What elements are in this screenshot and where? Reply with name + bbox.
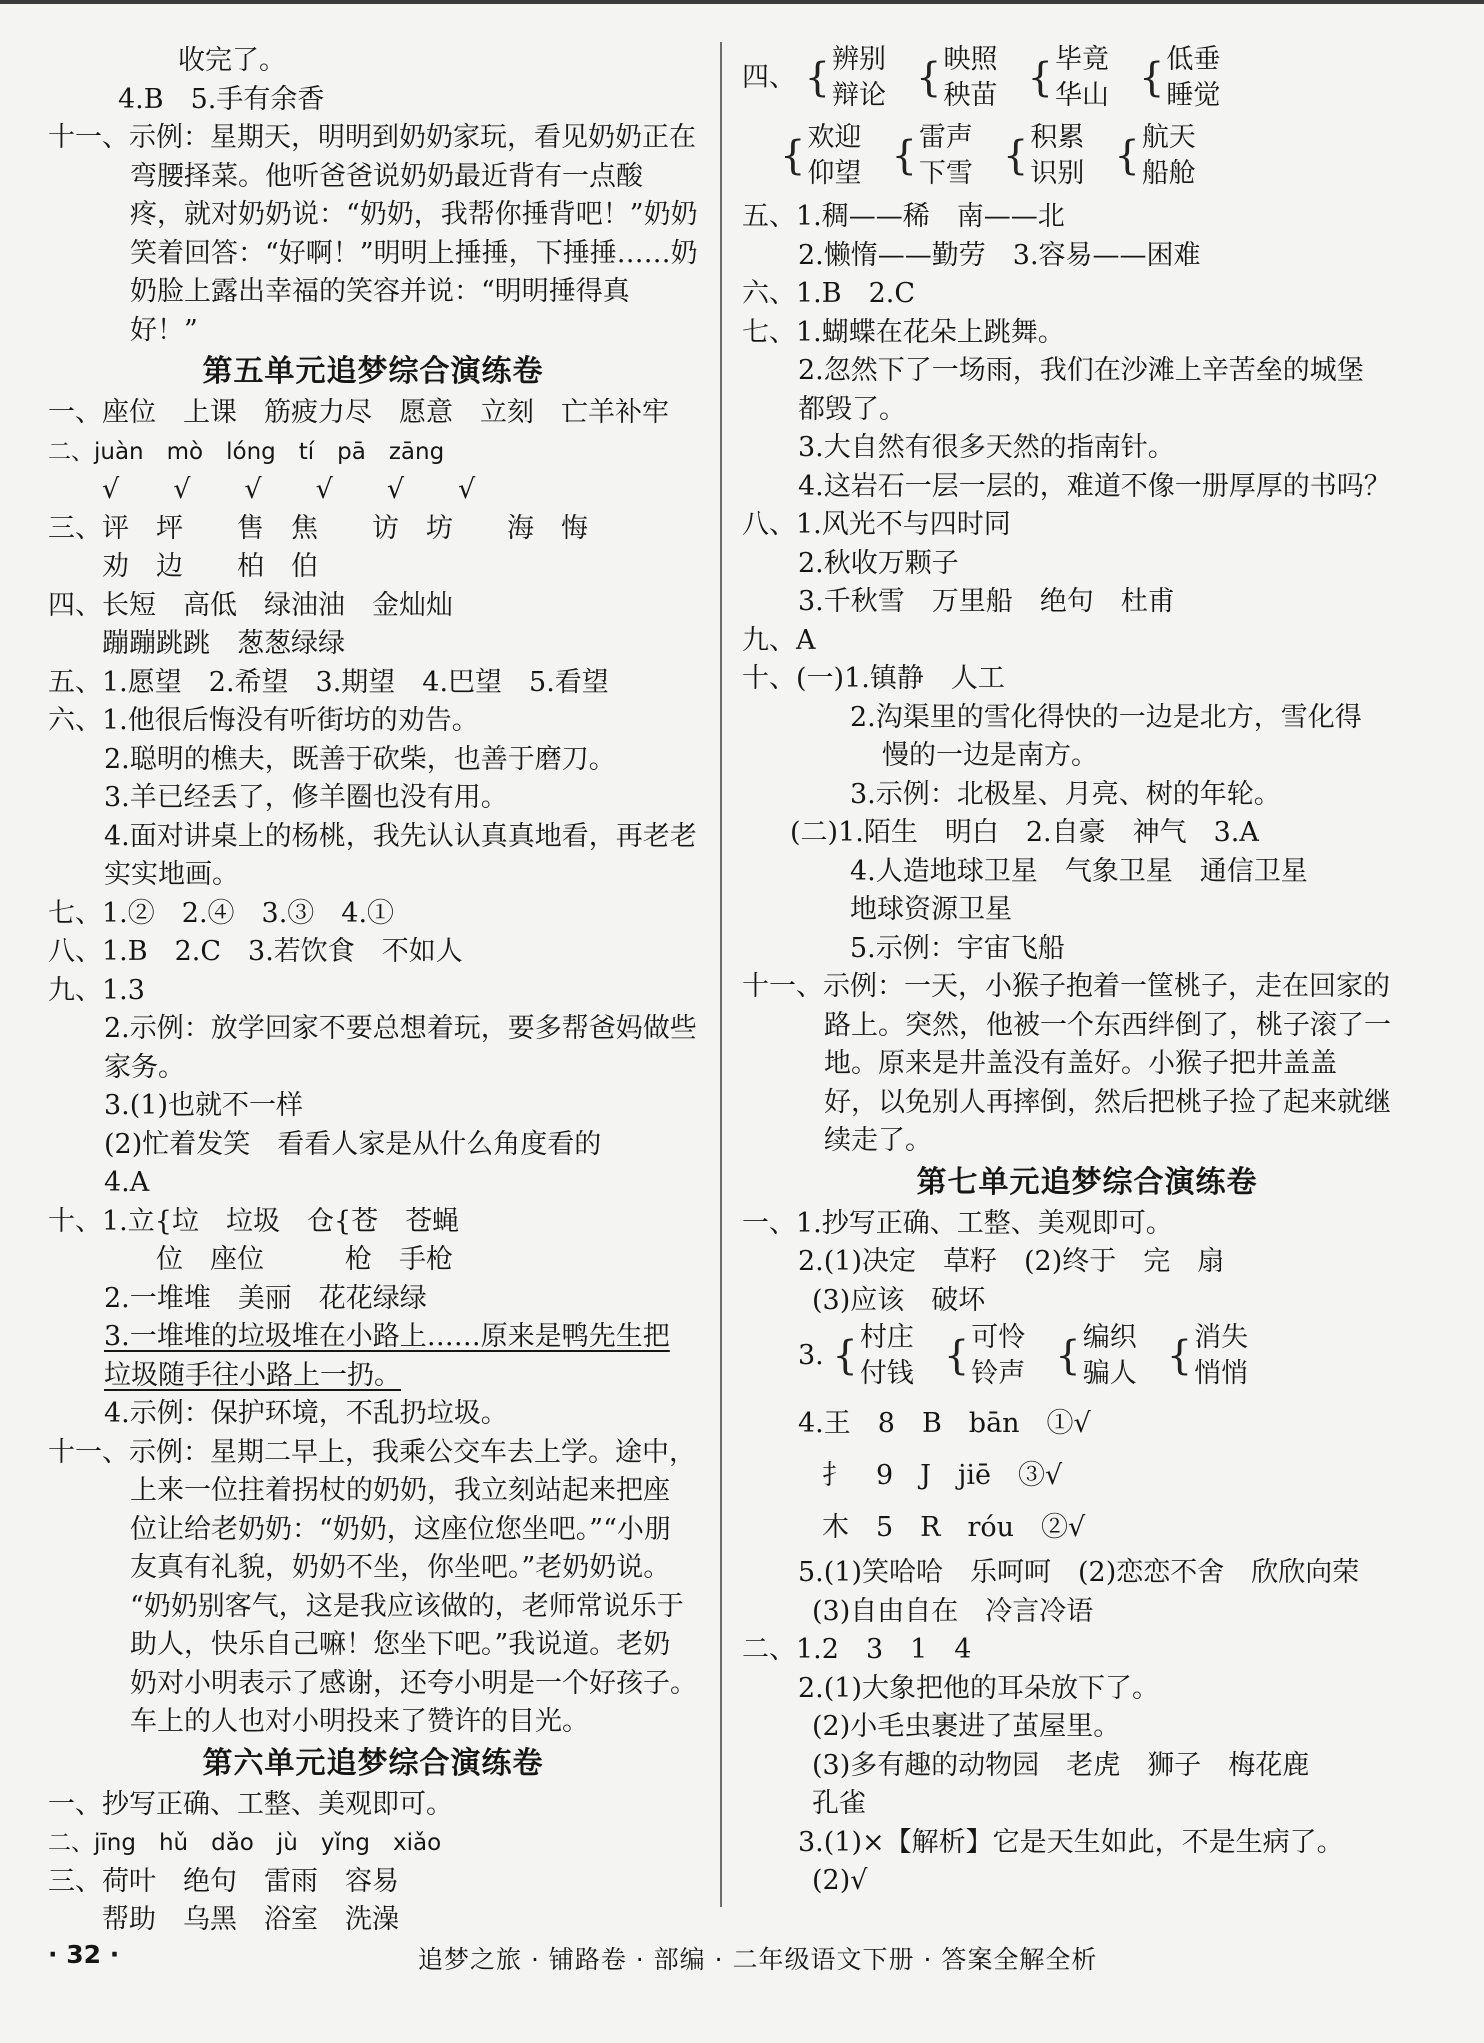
answer-line: 车上的人也对小明投来了赞许的目光。 bbox=[130, 1706, 589, 1737]
answer-line: 劝 边 柏 伯 bbox=[48, 551, 318, 582]
brace-icon: { bbox=[832, 1333, 858, 1379]
answer-line: 地球资源卫星 bbox=[850, 894, 1012, 925]
answer-line: 4.王 8 B bān ①√ bbox=[798, 1408, 1091, 1439]
answer-line: 3.(1)也就不一样 bbox=[104, 1090, 304, 1121]
answer-line: 十一、示例：星期天，明明到奶奶家玩，看见奶奶正在 bbox=[48, 122, 696, 153]
word: 积累 bbox=[1030, 122, 1085, 153]
answer-line: 友真有礼貌，奶奶不坐，你坐吧。”老奶奶说。 bbox=[130, 1552, 671, 1583]
word: 雷声 bbox=[918, 122, 973, 153]
answer-line: 实实地画。 bbox=[104, 859, 239, 890]
column-divider bbox=[720, 42, 722, 1907]
section-title-unit6: 第六单元追梦综合演练卷 bbox=[202, 1745, 544, 1781]
answer-line: 六、1.B 2.C bbox=[742, 278, 916, 309]
answer-line: 十一、示例：星期二早上，我乘公交车去上学。途中， bbox=[48, 1436, 696, 1468]
answer-line: 三、评 坪 售 焦 访 坊 海 悔 bbox=[48, 512, 588, 544]
word: 骗人 bbox=[1082, 1358, 1137, 1389]
answer-line: 4.示例：保护环境，不乱扔垃圾。 bbox=[104, 1398, 508, 1429]
answer-line: 4.人造地球卫星 气象卫星 通信卫星 bbox=[850, 855, 1308, 887]
answer-line: “奶奶别客气，这是我应该做的，老师常说乐于 bbox=[130, 1590, 684, 1622]
word: 映照 bbox=[943, 44, 998, 75]
brace-icon: { bbox=[1055, 1333, 1081, 1379]
word: 辩论 bbox=[832, 80, 887, 111]
word-pair bbox=[919, 120, 973, 192]
word: 铃声 bbox=[971, 1358, 1026, 1389]
answer-line: 一、抄写正确、工整、美观即可。 bbox=[48, 1788, 453, 1820]
word-pair bbox=[1083, 1320, 1137, 1392]
word: 毕竟 bbox=[1054, 44, 1109, 75]
brace-icon: { bbox=[943, 1333, 970, 1379]
answer-line: 4.B 5.手有余香 bbox=[118, 83, 325, 115]
answer-line: 3.羊已经丢了，修羊圈也没有用。 bbox=[104, 782, 508, 813]
word: 低垂 bbox=[1166, 44, 1221, 75]
answer-line: 五、1.愿望 2.希望 3.期望 4.巴望 5.看望 bbox=[48, 666, 609, 698]
answer-line: 3.千秋雪 万里船 绝句 杜甫 bbox=[798, 586, 1175, 617]
answer-line: 2.聪明的樵夫，既善于砍柴，也善于磨刀。 bbox=[104, 743, 616, 775]
answer-line: (2)忙着发笑 看看人家是从什么角度看的 bbox=[104, 1128, 602, 1160]
word: 仰望 bbox=[807, 158, 862, 189]
word: 识别 bbox=[1030, 158, 1085, 189]
word-group-row bbox=[742, 1320, 1432, 1398]
answer-line: 木 5 R róu ②√ bbox=[822, 1512, 1086, 1543]
answer-line: 3.大自然有很多天然的指南针。 bbox=[798, 432, 1175, 463]
answer-line: 一、1.抄写正确、工整、美观即可。 bbox=[742, 1207, 1173, 1239]
brace-icon: { bbox=[780, 133, 806, 179]
answer-line: 都毁了。 bbox=[798, 393, 906, 425]
answer-line: 3.示例：北极星、月亮、树的年轮。 bbox=[850, 778, 1281, 810]
pinyin-line: 二、juàn mò lóng tí pā zāng bbox=[48, 438, 445, 465]
question-number: 四、 bbox=[742, 62, 796, 93]
answer-line: 收完了。 bbox=[178, 45, 286, 76]
answer-line: 5.(1)笑哈哈 乐呵呵 (2)恋恋不舍 欣欣向荣 bbox=[798, 1557, 1360, 1588]
answer-line: 2.示例：放学回家不要总想着玩，要多帮爸妈做些 bbox=[104, 1013, 697, 1044]
word-groups bbox=[780, 120, 1226, 189]
underlined-answer-line: 垃圾随手往小路上一扔。 bbox=[104, 1359, 401, 1391]
answer-line: 七、1.蝴蝶在花朵上跳舞。 bbox=[742, 316, 1065, 348]
word-pair bbox=[944, 42, 998, 114]
top-border bbox=[0, 0, 1484, 4]
brace-icon: { bbox=[1027, 55, 1053, 101]
answer-line: 慢的一边是南方。 bbox=[882, 740, 1098, 771]
answer-line: 续走了。 bbox=[824, 1125, 932, 1156]
answer-line: 十、(一)1.镇静 人工 bbox=[742, 663, 1005, 694]
answer-line: 位让给老奶奶：“奶奶，这座位您坐吧。”“小朋 bbox=[130, 1513, 671, 1545]
answer-line: 二、1.2 3 1 4 bbox=[742, 1634, 972, 1665]
word: 华山 bbox=[1054, 80, 1109, 111]
brace-icon: { bbox=[916, 55, 942, 101]
answer-line: 一、座位 上课 筋疲力尽 愿意 立刻 亡羊补牢 bbox=[48, 397, 669, 428]
answer-line: 2.(1)决定 草籽 (2)终于 完 扇 bbox=[798, 1246, 1225, 1277]
answer-line: 2.忽然下了一场雨，我们在沙滩上辛苦垒的城堡 bbox=[798, 355, 1364, 386]
word-groups bbox=[804, 42, 1251, 111]
answer-line: 十、1.立{垃 垃圾 仓{苍 苍蝇 bbox=[48, 1205, 460, 1237]
word: 秧苗 bbox=[943, 80, 998, 111]
word: 编织 bbox=[1082, 1322, 1137, 1353]
answer-line: 疼，就对奶奶说：“奶奶，我帮你捶背吧！”奶奶 bbox=[130, 199, 698, 230]
word-pair bbox=[860, 1320, 914, 1392]
underlined-answer-line: 3.一堆堆的垃圾堆在小路上……原来是鸭先生把 bbox=[104, 1321, 670, 1352]
answer-line: 4.这岩石一层一层的，难道不像一册厚厚的书吗？ bbox=[798, 470, 1391, 502]
answer-line: 帮助 乌黑 浴室 洗澡 bbox=[48, 1904, 399, 1935]
answer-line: 八、1.B 2.C 3.若饮食 不如人 bbox=[48, 936, 463, 967]
page-number: · 32 · bbox=[48, 1940, 120, 1969]
word-pair bbox=[1055, 42, 1109, 114]
answer-line: 3.(1)×【解析】它是天生如此，不是生病了。 bbox=[798, 1826, 1344, 1858]
answer-line: 九、A bbox=[742, 624, 816, 656]
word: 欢迎 bbox=[807, 122, 862, 153]
answer-line: 家务。 bbox=[104, 1051, 185, 1083]
word: 付钱 bbox=[859, 1358, 914, 1389]
answer-line: 五、1.稠——稀 南——北 bbox=[742, 201, 1065, 232]
section-title-unit7: 第七单元追梦综合演练卷 bbox=[916, 1164, 1258, 1200]
word: 辨别 bbox=[832, 44, 887, 75]
word: 村庄 bbox=[859, 1322, 914, 1353]
pinyin-line: 二、jīng hǔ dǎo jù yǐng xiǎo bbox=[48, 1830, 442, 1856]
answer-line: 4.A bbox=[104, 1167, 150, 1198]
answer-line: (3)多有趣的动物园 老虎 狮子 梅花鹿 bbox=[812, 1749, 1310, 1781]
answer-line: 2.沟渠里的雪化得快的一边是北方，雪化得 bbox=[850, 701, 1362, 733]
answer-line: (3)应该 破坏 bbox=[812, 1284, 986, 1316]
answer-line: (3)自由自在 冷言冷语 bbox=[812, 1595, 1094, 1627]
word-pair bbox=[1142, 120, 1196, 192]
answer-line: 2.一堆堆 美丽 花花绿绿 bbox=[104, 1282, 427, 1314]
question-number: 3. bbox=[798, 1340, 824, 1371]
answer-line: 地。原来是井盖没有盖好。小猴子把井盖盖 bbox=[824, 1048, 1337, 1079]
answer-line: 九、1.3 bbox=[48, 974, 145, 1006]
answer-line: 好！” bbox=[130, 314, 198, 346]
brace-icon: { bbox=[891, 133, 917, 179]
answer-line: 三、荷叶 绝句 雷雨 容易 bbox=[48, 1865, 399, 1897]
answer-line: 弯腰择菜。他听爸爸说奶奶最近背有一点酸 bbox=[130, 160, 643, 192]
brace-icon: { bbox=[1114, 133, 1140, 179]
answer-line: 孔雀 bbox=[812, 1788, 866, 1819]
answer-line: 蹦蹦跳跳 葱葱绿绿 bbox=[48, 628, 345, 659]
answer-line: 路上。突然，他被一个东西绊倒了，桃子滚了一 bbox=[824, 1009, 1391, 1041]
answer-line: 四、长短 高低 绿油油 金灿灿 bbox=[48, 589, 453, 621]
word: 下雪 bbox=[918, 158, 973, 189]
answer-line: 八、1.风光不与四时同 bbox=[742, 509, 1011, 540]
word: 航天 bbox=[1141, 122, 1196, 153]
brace-icon: { bbox=[1138, 55, 1165, 101]
answer-line: 2.秋收万颗子 bbox=[798, 547, 959, 579]
answer-line: 上来一位拄着拐杖的奶奶，我立刻站起来把座 bbox=[130, 1475, 670, 1506]
check-marks-line: √ √ √ √ √ √ bbox=[48, 474, 476, 505]
answer-line: 奶脸上露出幸福的笑容并说：“明明捶得真 bbox=[130, 276, 630, 307]
word-group-row bbox=[742, 120, 1432, 198]
answer-line: (2)√ bbox=[812, 1865, 868, 1896]
word: 可怜 bbox=[971, 1322, 1026, 1353]
answer-line: 位 座位 枪 手枪 bbox=[48, 1244, 453, 1275]
answer-line: 扌 9 J jiē ③√ bbox=[822, 1460, 1063, 1491]
word: 睡觉 bbox=[1166, 80, 1221, 111]
brace-icon: { bbox=[1166, 1333, 1193, 1379]
word-pair bbox=[1030, 120, 1084, 192]
answer-line: 十一、示例：一天，小猴子抱着一筐桃子，走在回家的 bbox=[742, 971, 1390, 1002]
word-pair bbox=[1194, 1320, 1248, 1392]
answer-line: 5.示例：宇宙飞船 bbox=[850, 932, 1065, 964]
word-pair bbox=[971, 1320, 1025, 1392]
answer-line: 奶对小明表示了感谢，还夸小明是一个好孩子。 bbox=[130, 1667, 697, 1699]
footer-text: 追梦之旅 · 铺路卷 · 部编 · 二年级语文下册 · 答案全解全析 bbox=[418, 1945, 1098, 1974]
word: 悄悄 bbox=[1194, 1358, 1249, 1389]
answer-line: 助人，快乐自己嘛！您坐下吧。”我说道。老奶 bbox=[130, 1629, 671, 1660]
answer-line: 笑着回答：“好啊！”明明上捶捶，下捶捶……奶 bbox=[130, 237, 698, 269]
word-pair bbox=[1166, 42, 1220, 114]
brace-icon: { bbox=[1002, 133, 1029, 179]
word-pair bbox=[832, 42, 886, 114]
answer-line: (2)小毛虫裹进了茧屋里。 bbox=[812, 1711, 1121, 1742]
word: 船舱 bbox=[1141, 158, 1196, 189]
answer-line: 七、1.② 2.④ 3.③ 4.① bbox=[48, 897, 395, 929]
word-groups bbox=[832, 1320, 1278, 1389]
right-column bbox=[742, 42, 1432, 1901]
left-column bbox=[48, 42, 698, 1940]
answer-line: (二)1.陌生 明白 2.自豪 神气 3.A bbox=[790, 817, 1259, 848]
answer-line: 2.(1)大象把他的耳朵放下了。 bbox=[798, 1672, 1160, 1704]
word-group-row bbox=[742, 42, 1432, 120]
answer-line: 4.面对讲桌上的杨桃，我先认认真真地看，再老老 bbox=[104, 820, 697, 852]
answer-line: 2.懒惰——勤劳 3.容易——困难 bbox=[798, 239, 1201, 271]
word-pair bbox=[807, 120, 861, 192]
brace-icon: { bbox=[804, 55, 831, 101]
section-title-unit5: 第五单元追梦综合演练卷 bbox=[202, 354, 544, 389]
word: 消失 bbox=[1194, 1322, 1249, 1353]
answer-line: 六、1.他很后悔没有听街坊的劝告。 bbox=[48, 705, 479, 736]
answer-line: 好，以免别人再摔倒，然后把桃子捡了起来就继 bbox=[824, 1086, 1391, 1118]
